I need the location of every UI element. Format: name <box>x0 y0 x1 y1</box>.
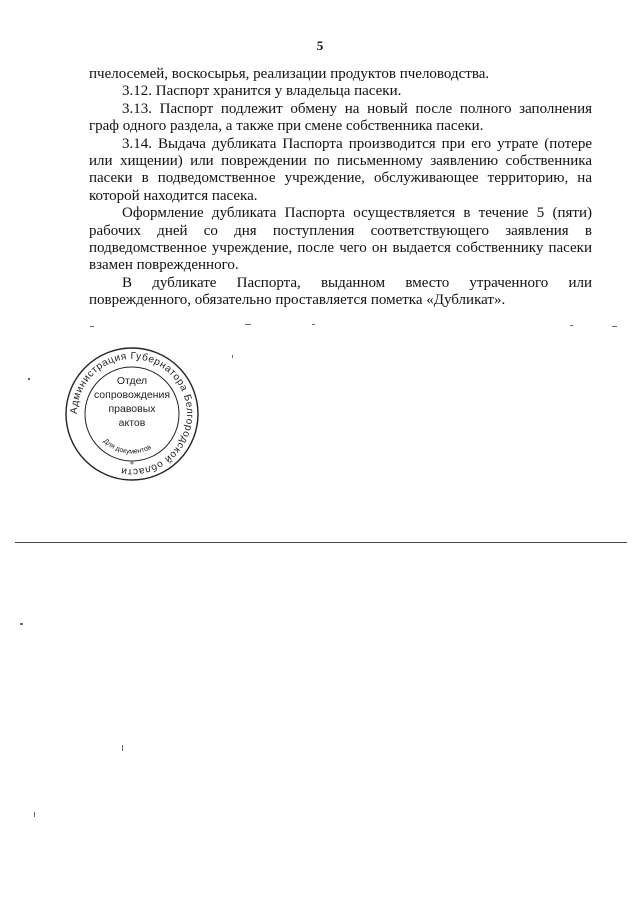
stamp-line: Отдел <box>116 375 148 387</box>
scan-speck <box>90 326 94 327</box>
svg-text:Для документов <box>102 438 153 456</box>
scan-speck <box>122 745 123 751</box>
official-stamp <box>64 346 200 482</box>
document-body <box>89 66 592 310</box>
scan-speck <box>232 355 233 358</box>
paragraph-3-12: 3.12. Паспорт хранится у владельца пасеки. <box>122 83 402 100</box>
stamp-star-icon: * <box>130 460 134 469</box>
scan-speck <box>245 324 251 325</box>
scan-speck <box>28 378 30 380</box>
scan-speck <box>312 324 315 325</box>
scan-speck <box>612 326 617 327</box>
paragraph-continuation: пчелосемей, воскосырья, реализации продуктов пчеловодства. <box>89 66 490 82</box>
paragraph-duplicate-mark: В дубликате Паспорта, выданном вместо утраченного или поврежденного, обязательно проставляется пометка «Дубликат». <box>89 274 592 309</box>
stamp-line: актов <box>118 417 146 429</box>
paragraph-3-13: 3.13. Паспорт подлежит обмену на новый после полного заполнения граф одного раздела, а также при смене собственника пасеки. <box>89 100 592 135</box>
scan-speck <box>34 812 35 817</box>
stamp-ring-text: Администрация Губернатора Белгородской области <box>68 350 196 478</box>
stamp-line: сопровождения <box>93 389 171 401</box>
scan-speck <box>20 623 23 625</box>
horizontal-divider <box>15 542 627 543</box>
paragraph-3-14: 3.14. Выдача дубликата Паспорта производится при его утрате (потере или хищении) или повреждении по письменному заявлению собственника пасеки в подведомственное учреждение, обслуживающее территорию, на которой находится пасека. <box>89 135 592 204</box>
scan-speck <box>570 325 573 326</box>
stamp-line: правовых <box>108 403 156 415</box>
stamp-center-text <box>64 374 200 430</box>
stamp-inner-text: Для документов <box>101 437 153 456</box>
page-number: 5 <box>316 38 324 53</box>
paragraph-duplicate-term: Оформление дубликата Паспорта осуществляется в течение 5 (пяти) рабочих дней со дня поступления соответствующего заявления в подведомственное учреждение, после чего он выдается собственнику пасеки взамен поврежденного. <box>89 205 592 274</box>
